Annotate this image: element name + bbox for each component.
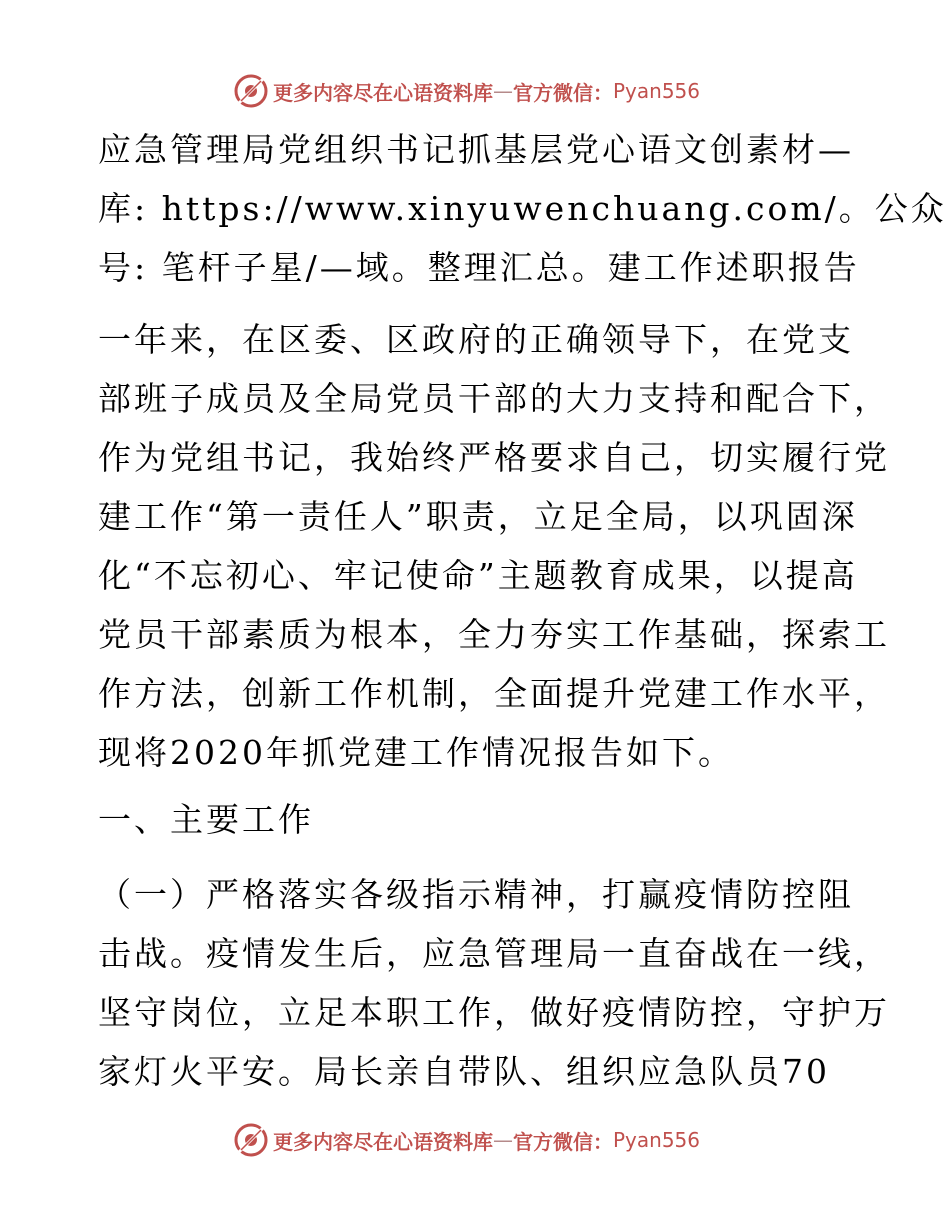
heading-line: 一、主要工作 — [98, 800, 314, 839]
quill-seal-icon — [233, 73, 269, 109]
banner-wechat-id: Pyan556 — [613, 79, 701, 103]
title-line: 库: https://www.xinyuwenchuang.com/。公众 — [98, 189, 947, 228]
section-1-paragraph — [98, 865, 890, 1101]
banner-sub-text: 官方微信： — [513, 80, 613, 105]
section-heading — [98, 790, 858, 849]
paragraph-line: （一）严格落实各级指示精神，打赢疫情防控阻 — [98, 875, 854, 914]
banner-wechat-id: Pyan556 — [613, 1128, 701, 1152]
title-line: 应急管理局党组织书记抓基层党心语文创素材— — [98, 130, 854, 169]
paragraph-line: 化“不忘初心、牢记使命”主题教育成果，以提高 — [98, 556, 858, 595]
paragraph-line: 家灯火平安。局长亲自带队、组织应急队员70 — [98, 1052, 830, 1091]
title-line: 号: 笔杆子星/—域。整理汇总。建工作述职报告 — [98, 248, 860, 287]
banner-main-text: 更多内容尽在心语资料库 — [273, 80, 493, 105]
document-title — [98, 120, 947, 297]
header-banner — [233, 71, 700, 111]
quill-seal-icon — [233, 1122, 269, 1158]
paragraph-line: 党员干部素质为根本，全力夯实工作基础，探索工 — [98, 615, 890, 654]
banner-main-text: 更多内容尽在心语资料库 — [273, 1129, 493, 1154]
paragraph-line: 一年来，在区委、区政府的正确领导下，在党支 — [98, 320, 854, 359]
paragraph-line: 坚守岗位，立足本职工作，做好疫情防控，守护万 — [98, 993, 890, 1032]
paragraph-line: 击战。疫情发生后，应急管理局一直奋战在一线， — [98, 934, 890, 973]
paragraph-line: 作为党组书记，我始终严格要求自己，切实履行党 — [98, 438, 890, 477]
paragraph-line: 部班子成员及全局党员干部的大力支持和配合下， — [98, 379, 890, 418]
intro-paragraph — [98, 310, 890, 782]
footer-banner — [233, 1120, 700, 1160]
paragraph-line: 建工作“第一责任人”职责，立足全局，以巩固深 — [98, 497, 858, 536]
banner-separator: — — [493, 1128, 513, 1152]
paragraph-line: 作方法，创新工作机制，全面提升党建工作水平， — [98, 674, 890, 713]
banner-separator: — — [493, 79, 513, 103]
banner-sub-text: 官方微信： — [513, 1129, 613, 1154]
paragraph-line: 现将2020年抓党建工作情况报告如下。 — [98, 733, 734, 772]
